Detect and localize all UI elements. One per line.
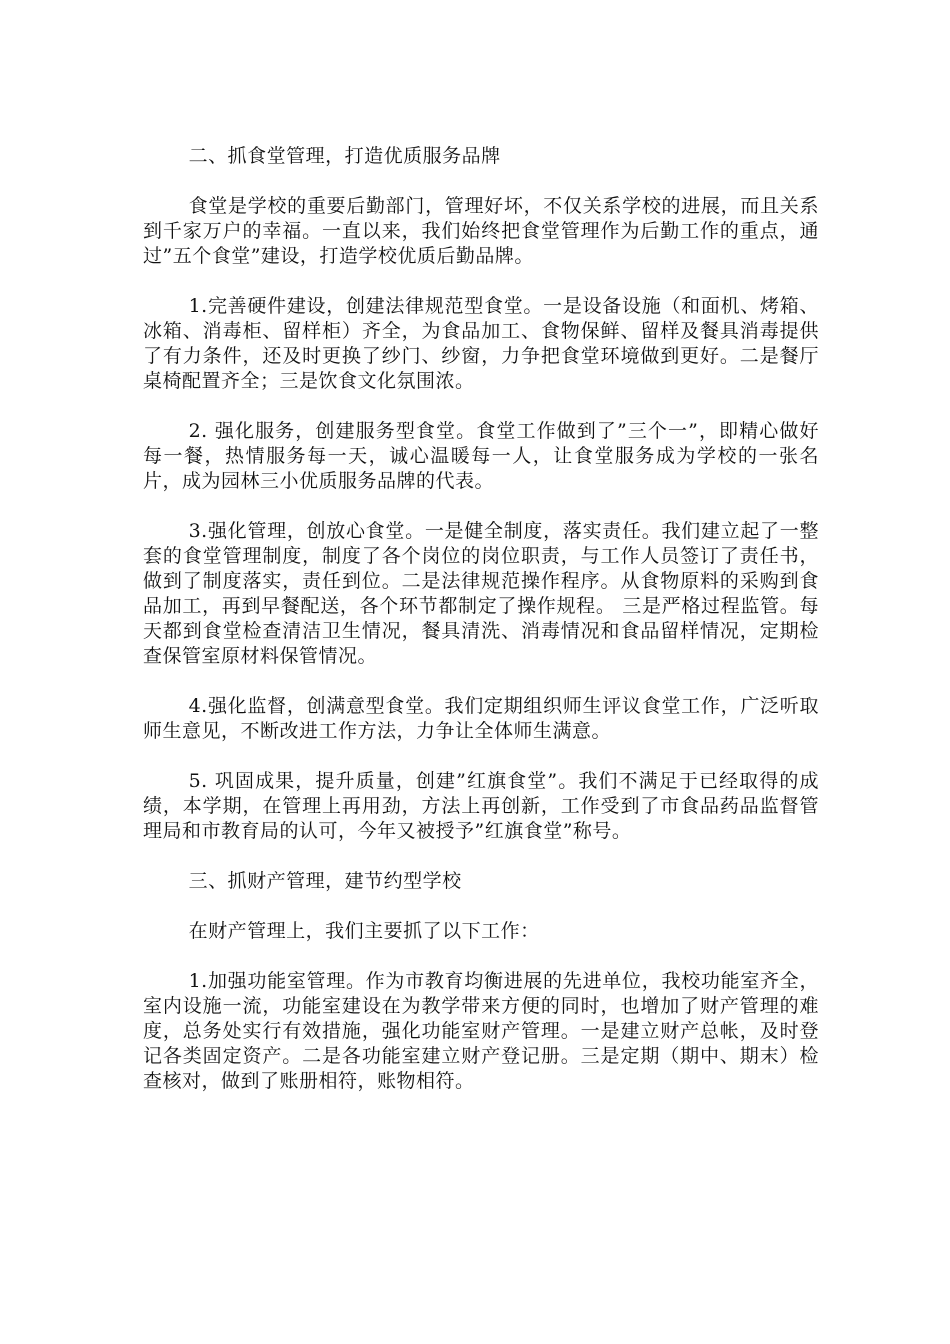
paragraph-service: 2. 强化服务，创建服务型食堂。食堂工作做到了”三个一”，即精心做好每一餐，热情服务每一天，诚心温暖每一人，让食堂服务成为学校的一张名片，成为园林三小优质服务品牌的代表。: [143, 420, 819, 492]
paragraph-supervision: 4.强化监督，创满意型食堂。我们定期组织师生评议食堂工作，广泛听取师生意见，不断改进工作方法，力争让全体师生满意。: [143, 695, 819, 742]
paragraph-red-flag: 5. 巩固成果，提升质量，创建”红旗食堂”。我们不满足于已经取得的成绩，本学期，在管理上再用劲，方法上再创新，工作受到了市食品药品监督管理局和市教育局的认可，今年又被授予”红旗食堂”称号。: [143, 770, 819, 842]
section-heading-canteen: 二、抓食堂管理，打造优质服务品牌: [188, 145, 501, 167]
paragraph-management: 3.强化管理，创放心食堂。一是健全制度，落实责任。我们建立起了一整套的食堂管理制度，制度了各个岗位的岗位职责，与工作人员签订了责任书，做到了制度落实，责任到位。二是法律规范操作程序。从食物原料的采购到食品加工，再到早餐配送，各个环节都制定了操作规程。 三是严格过程监管。每天都到食堂检查清洁卫生情况，餐具清洗、消毒情况和食品留样情况，定期检查保管室原材料保管情况。: [143, 520, 819, 667]
paragraph-function-rooms: 1.加强功能室管理。作为市教育均衡进展的先进单位，我校功能室齐全，室内设施一流，功能室建设在为教学带来方便的同时，也增加了财产管理的难度，总务处实行有效措施，强化功能室财产管理。一是建立财产总帐，及时登记各类固定资产。二是各功能室建立财产登记册。三是定期（期中、期末）检查核对，做到了账册相符，账物相符。: [143, 970, 819, 1092]
paragraph-hardware: 1.完善硬件建设，创建法律规范型食堂。一是设备设施（和面机、烤箱、冰箱、消毒柜、留样柜）齐全，为食品加工、食物保鲜、留样及餐具消毒提供了有力条件，还及时更换了纱门、纱窗，力争把食堂环境做到更好。二是餐厅桌椅配置齐全；三是饮食文化氛围浓。: [143, 295, 819, 392]
paragraph-property-intro: 在财产管理上，我们主要抓了以下工作：: [188, 920, 540, 942]
document-body: [143, 144, 819, 1119]
section-heading-property: 三、抓财产管理，建节约型学校: [188, 870, 462, 892]
paragraph-canteen-intro: 食堂是学校的重要后勤部门，管理好坏，不仅关系学校的进展，而且关系到千家万户的幸福。一直以来，我们始终把食堂管理作为后勤工作的重点，通过”五个食堂”建设，打造学校优质后勤品牌。: [143, 195, 819, 267]
